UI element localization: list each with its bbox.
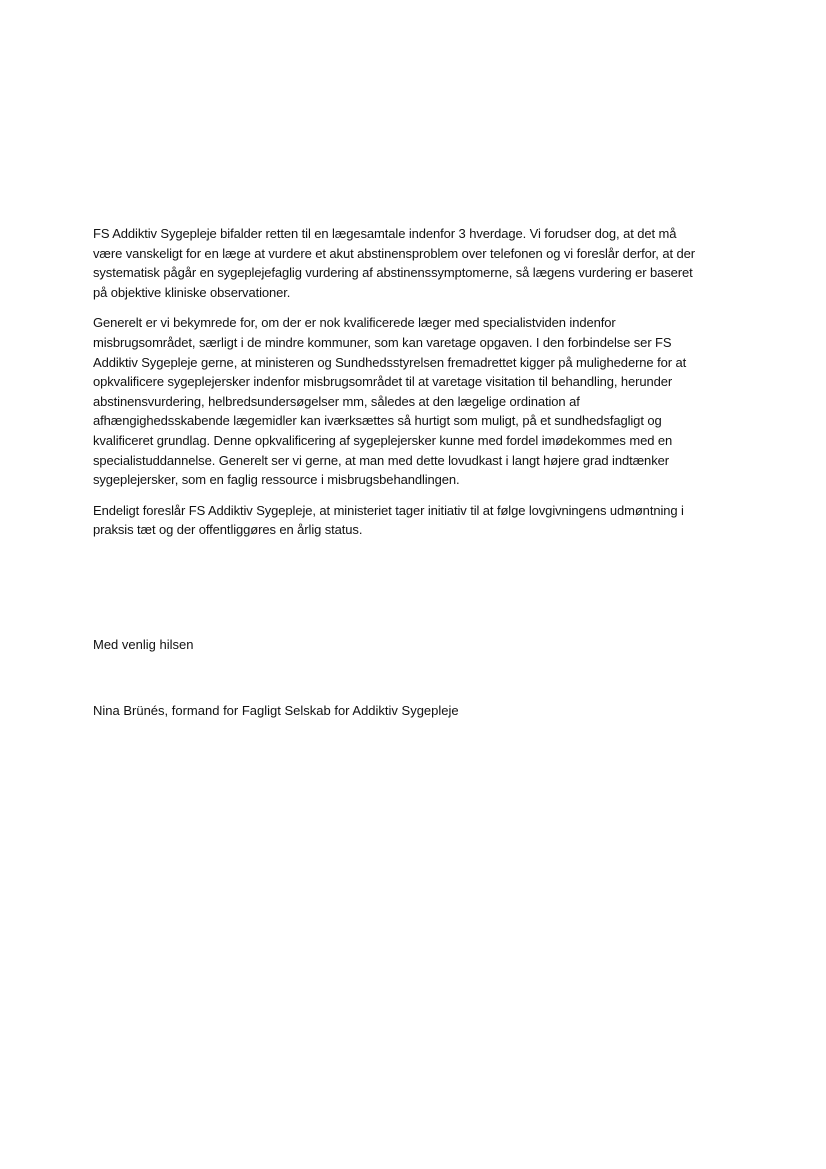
- text-line: misbrugsområdet, særligt i de mindre kommuner, som kan varetage opgaven. I den forbindelse ser FS: [93, 334, 672, 350]
- text-line: kvalificeret grundlag. Denne opkvalificering af sygeplejersker kunne med fordel imødekommes med en: [93, 432, 673, 448]
- text-line: systematisk pågår en sygeplejefaglig vurdering af abstinenssymptomerne, så lægens vurdering er baseret: [93, 265, 693, 281]
- paragraph-3: [93, 501, 721, 540]
- text-line: Endeligt foreslår FS Addiktiv Sygepleje, at ministeriet tager initiativ til at følge lovgivningens udmøntning i: [93, 502, 684, 518]
- paragraph-2: [93, 313, 721, 489]
- text-line: abstinensvurdering, helbredsundersøgelser mm, således at den lægelige ordination af: [93, 393, 580, 409]
- paragraph-1: [93, 224, 721, 302]
- closing-greeting: Med venlig hilsen: [93, 637, 194, 652]
- text-line: Addiktiv Sygepleje gerne, at ministeren og Sundhedsstyrelsen fremadrettet kigger på mulighederne for at: [93, 354, 687, 370]
- text-line: sygeplejersker, som en faglig ressource i misbrugsbehandlingen.: [93, 472, 460, 488]
- text-line: Generelt er vi bekymrede for, om der er nok kvalificerede læger med specialistviden indenfor: [93, 315, 616, 331]
- text-line: FS Addiktiv Sygepleje bifalder retten til en lægesamtale indenfor 3 hverdage. Vi forudser dog, at det må: [93, 226, 677, 241]
- text-line: være vanskeligt for en læge at vurdere et akut abstinensproblem over telefonen og vi foreslår derfor, at der: [93, 245, 695, 261]
- signature-line: Nina Brünés, formand for Fagligt Selskab for Addiktiv Sygepleje: [93, 703, 459, 718]
- text-line: specialistuddannelse. Generelt ser vi gerne, at man med dette lovudkast i langt højere grad indtænker: [93, 452, 669, 468]
- text-line: opkvalificere sygeplejersker indenfor misbrugsområdet til at varetage visitation til behandling, herunder: [93, 374, 673, 390]
- text-line: afhængighedsskabende lægemidler kan iværksættes så hurtigt som muligt, på et sundhedsfagligt og: [93, 413, 662, 429]
- text-line: på objektive kliniske observationer.: [93, 284, 291, 300]
- text-line: praksis tæt og der offentliggøres en årlig status.: [93, 522, 363, 538]
- letter-body: [93, 224, 721, 551]
